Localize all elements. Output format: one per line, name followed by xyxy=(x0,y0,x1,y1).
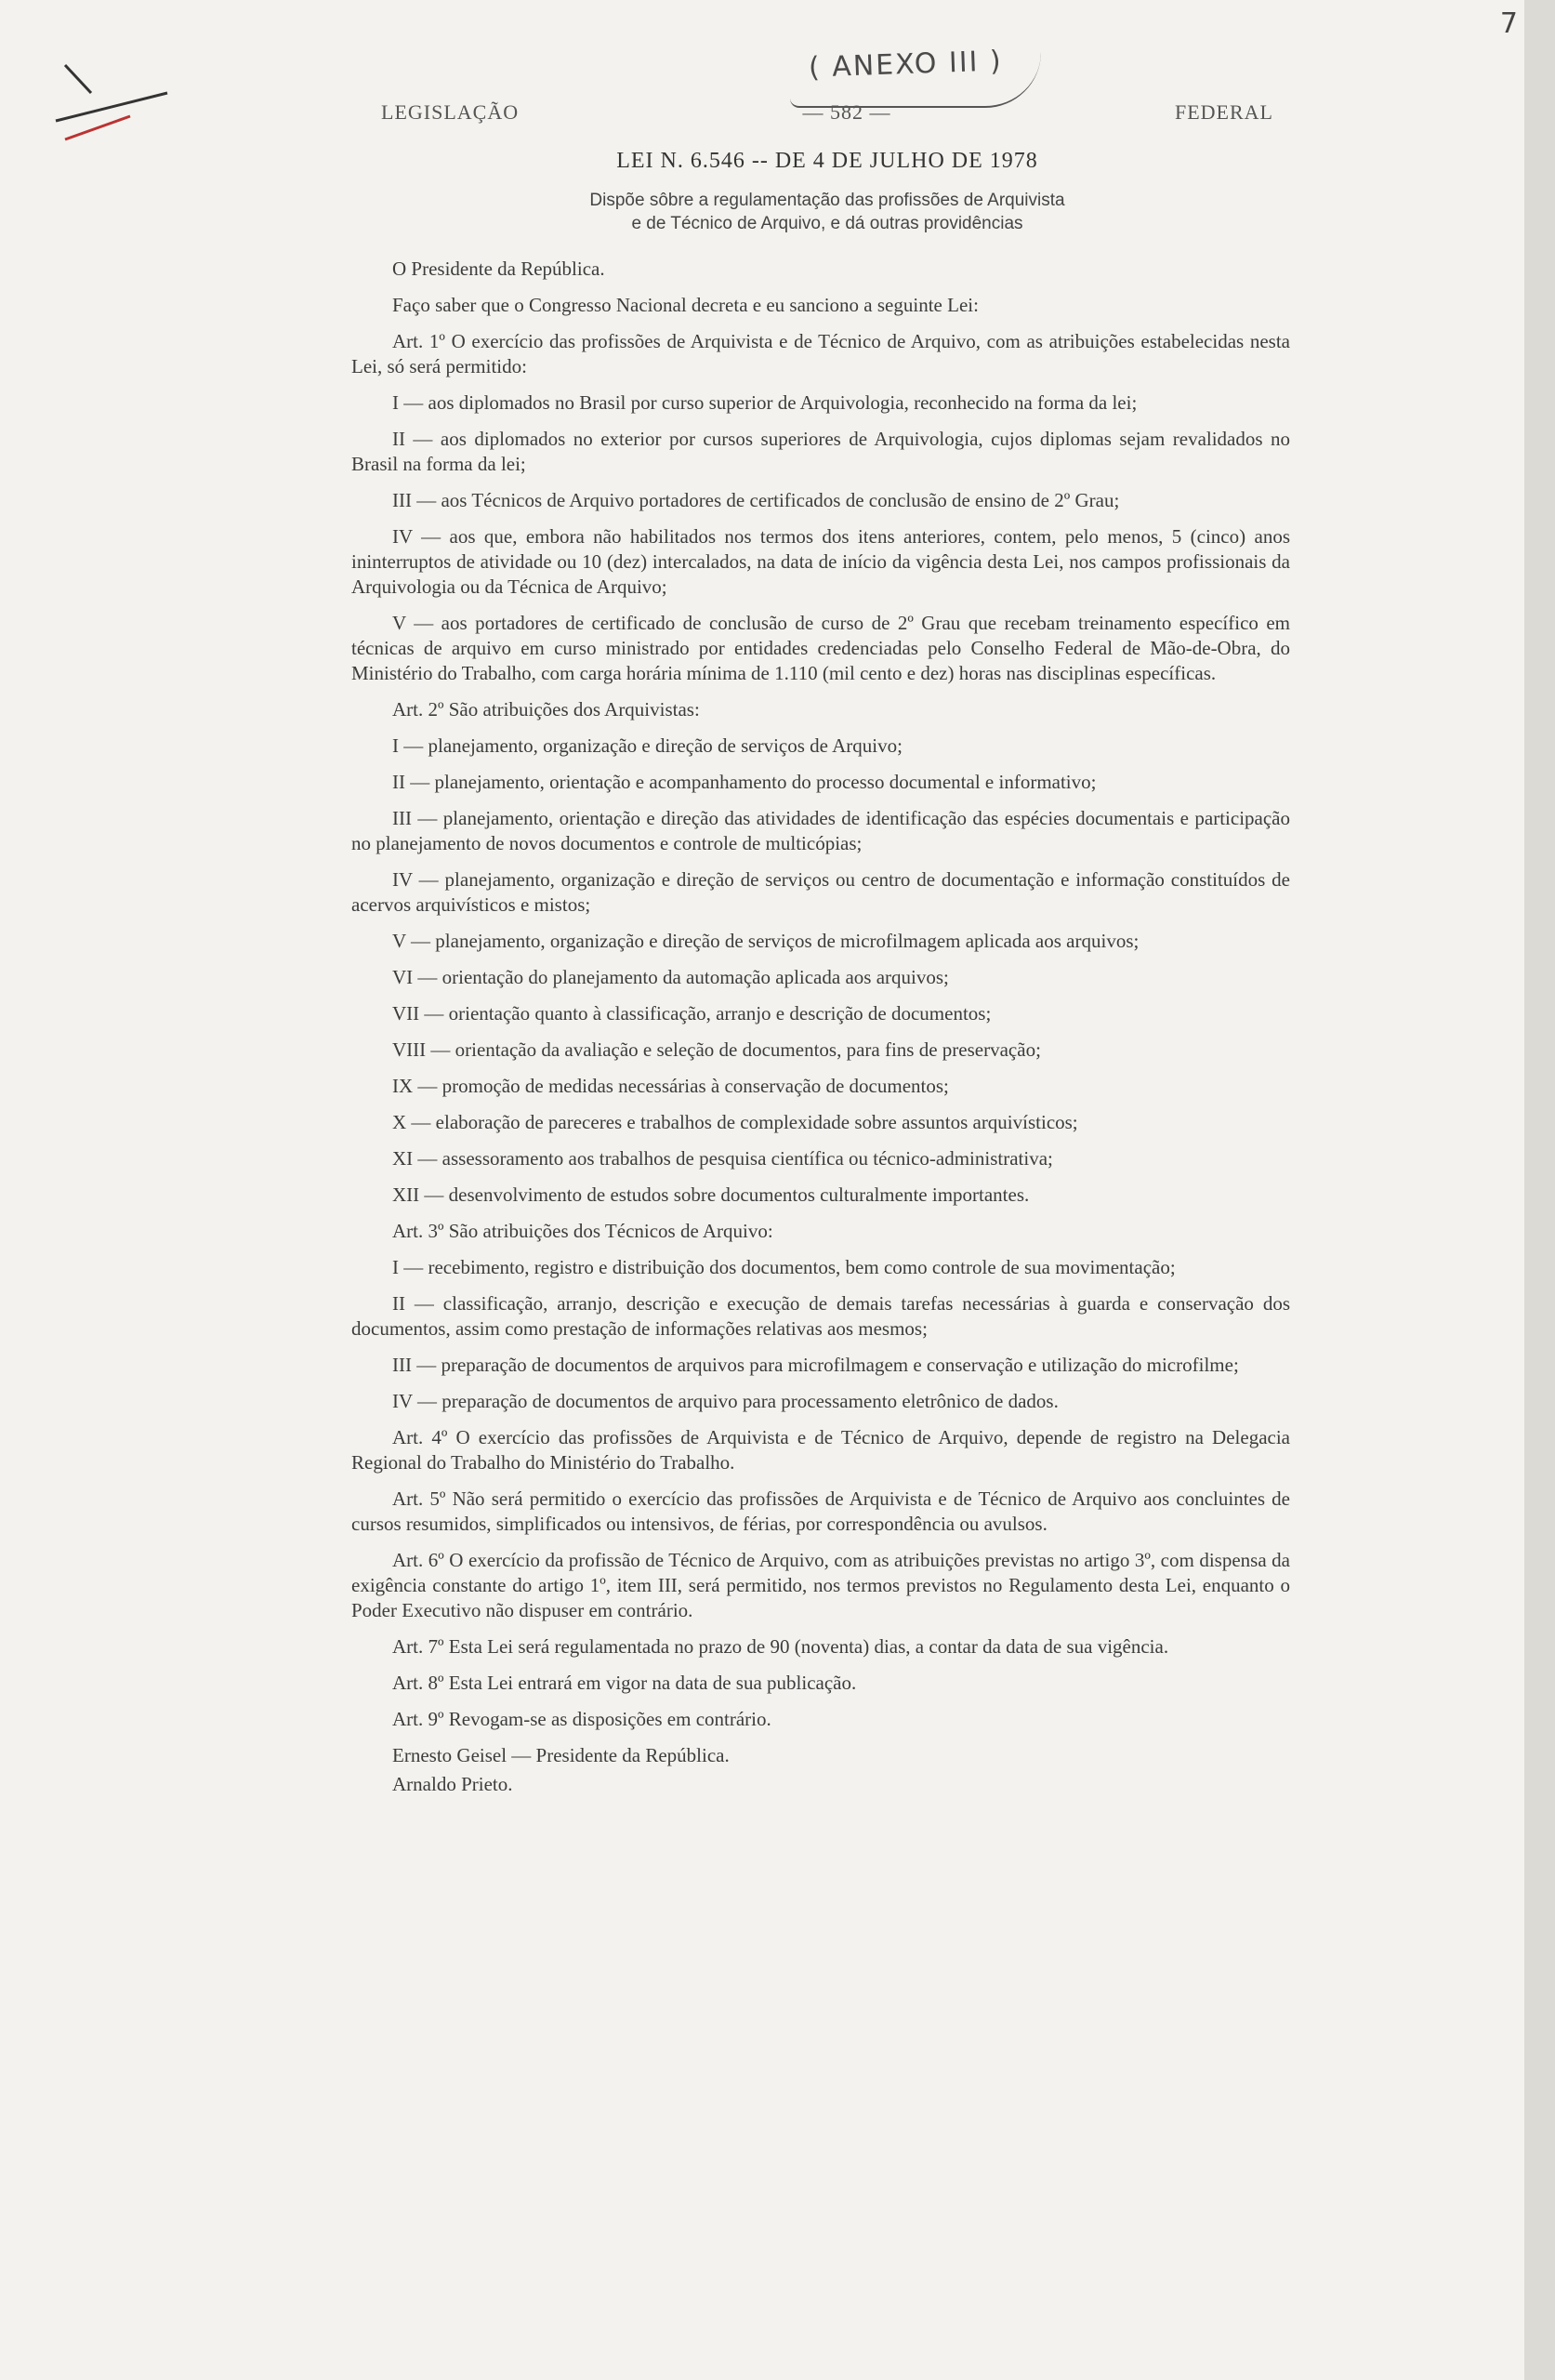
law-summary xyxy=(446,189,1208,235)
running-header xyxy=(381,100,1273,125)
article-2-item: VI — orientação do planejamento da automação aplicada aos arquivos; xyxy=(392,966,949,988)
article-5: Art. 5º Não será permitido o exercício das profissões de Arquivista e de Técnico de Arquivo aos concluintes de cursos resumidos, simplificados ou intensivos, de férias, por correspondência ou avulsos. xyxy=(351,1488,1290,1535)
article-7: Art. 7º Esta Lei será regulamentada no prazo de 90 (noventa) dias, a contar da data de sua vigência. xyxy=(392,1635,1169,1658)
article-3-item: IV — preparação de documentos de arquivo para processamento eletrônico de dados. xyxy=(392,1390,1059,1412)
summary-line-1: Dispõe sôbre a regulamentação das profissões de Arquivista xyxy=(589,191,1065,210)
article-8: Art. 8º Esta Lei entrará em vigor na data de sua publicação. xyxy=(392,1672,857,1694)
article-6: Art. 6º O exercício da profissão de Técnico de Arquivo, com as atribuições previstas no artigo 3º, com dispensa da exigência constante do artigo 1º, item III, será permitido, nos termos previstos no Regulamento desta Lei, enquanto o Poder Executivo não dispuser em contrário. xyxy=(351,1549,1290,1621)
annex-note: ( ANEXO III ) xyxy=(808,45,1004,85)
article-1-item: II — aos diplomados no exterior por cursos superiores de Arquivologia, cujos diplomas sejam revalidados no Brasil na forma da lei; xyxy=(351,428,1290,475)
article-3-item: III — preparação de documentos de arquivos para microfilmagem e conservação e utilização do microfilme; xyxy=(392,1354,1239,1376)
header-right: FEDERAL xyxy=(1174,100,1273,124)
article-2-item: VII — orientação quanto à classificação, arranjo e descrição de documentos; xyxy=(392,1002,992,1025)
article-1-item: III — aos Técnicos de Arquivo portadores de certificados de conclusão de ensino de 2º Grau; xyxy=(392,489,1120,511)
pen-check-mark xyxy=(46,28,177,158)
article-2-item: VIII — orientação da avaliação e seleção de documentos, para fins de preservação; xyxy=(392,1038,1041,1061)
article-2-item: XI — assessoramento aos trabalhos de pesquisa científica ou técnico-administrativa; xyxy=(392,1147,1053,1170)
article-4: Art. 4º O exercício das profissões de Arquivista e de Técnico de Arquivo, depende de registro na Delegacia Regional do Trabalho do Ministério do Trabalho. xyxy=(351,1426,1290,1474)
article-2-item: III — planejamento, orientação e direção das atividades de identificação das espécies documentais e participação no planejamento de novos documentos e controle de multicópias; xyxy=(351,807,1290,854)
law-body xyxy=(351,257,1290,1801)
paragraph: O Presidente da República. xyxy=(392,258,605,280)
article-1-item: I — aos diplomados no Brasil por curso superior de Arquivologia, reconhecido na forma da lei; xyxy=(392,391,1138,414)
paragraph: Faço saber que o Congresso Nacional decreta e eu sanciono a seguinte Lei: xyxy=(392,294,979,316)
law-title: LEI N. 6.546 -- DE 4 DE JULHO DE 1978 xyxy=(616,149,1038,173)
article-1-item: IV — aos que, embora não habilitados nos termos dos itens anteriores, contem, pelo menos, 5 (cinco) anos ininterruptos de atividade ou 10 (dez) intercalados, na data de início da vigência desta Lei, nos campos profissionais da Arquivologia ou da Técnica de Arquivo; xyxy=(351,525,1290,598)
page-edge xyxy=(1524,0,1555,2380)
article-2-item: I — planejamento, organização e direção de serviços de Arquivo; xyxy=(392,734,903,757)
article-2-item: XII — desenvolvimento de estudos sobre documentos culturalmente importantes. xyxy=(392,1183,1030,1206)
article-2: Art. 2º São atribuições dos Arquivistas: xyxy=(392,698,700,721)
article-3-item: I — recebimento, registro e distribuição dos documentos, bem como controle de sua movimentação; xyxy=(392,1256,1176,1278)
article-2-item: II — planejamento, orientação e acompanhamento do processo documental e informativo; xyxy=(392,771,1097,793)
handwritten-page-number: 7 xyxy=(1499,7,1518,40)
article-2-item: V — planejamento, organização e direção de serviços de microfilmagem aplicada aos arquivos; xyxy=(392,930,1140,952)
header-left: LEGISLAÇÃO xyxy=(381,100,520,124)
article-1: Art. 1º O exercício das profissões de Arquivista e de Técnico de Arquivo, com as atribuições estabelecidas nesta Lei, só será permitido: xyxy=(351,330,1290,377)
article-9: Art. 9º Revogam-se as disposições em contrário. xyxy=(392,1708,771,1730)
article-3: Art. 3º São atribuições dos Técnicos de Arquivo: xyxy=(392,1220,773,1242)
article-2-item: IV — planejamento, organização e direção de serviços ou centro de documentação e informação constituídos de acervos arquivísticos e mistos; xyxy=(351,868,1290,916)
article-2-item: X — elaboração de pareceres e trabalhos de complexidade sobre assuntos arquivísticos; xyxy=(392,1111,1078,1133)
signature-president: Ernesto Geisel — Presidente da República. xyxy=(392,1744,730,1766)
header-page-number: — 582 — xyxy=(802,100,891,124)
summary-line-2: e de Técnico de Arquivo, e dá outras providências xyxy=(631,214,1023,233)
article-1-item: V — aos portadores de certificado de conclusão de curso de 2º Grau que recebam treinamento específico em técnicas de arquivo em curso ministrado por entidades credenciadas pelo Conselho Federal de Mão-de-Obra, do Ministério do Trabalho, com carga horária mínima de 1.110 (mil cento e dez) horas nas disciplinas específicas. xyxy=(351,612,1290,684)
article-2-item: IX — promoção de medidas necessárias à conservação de documentos; xyxy=(392,1075,949,1097)
article-3-item: II — classificação, arranjo, descrição e execução de demais tarefas necessárias à guarda e conservação dos documentos, assim como prestação de informações relativas aos mesmos; xyxy=(351,1292,1290,1340)
signature-minister: Arnaldo Prieto. xyxy=(392,1773,513,1795)
